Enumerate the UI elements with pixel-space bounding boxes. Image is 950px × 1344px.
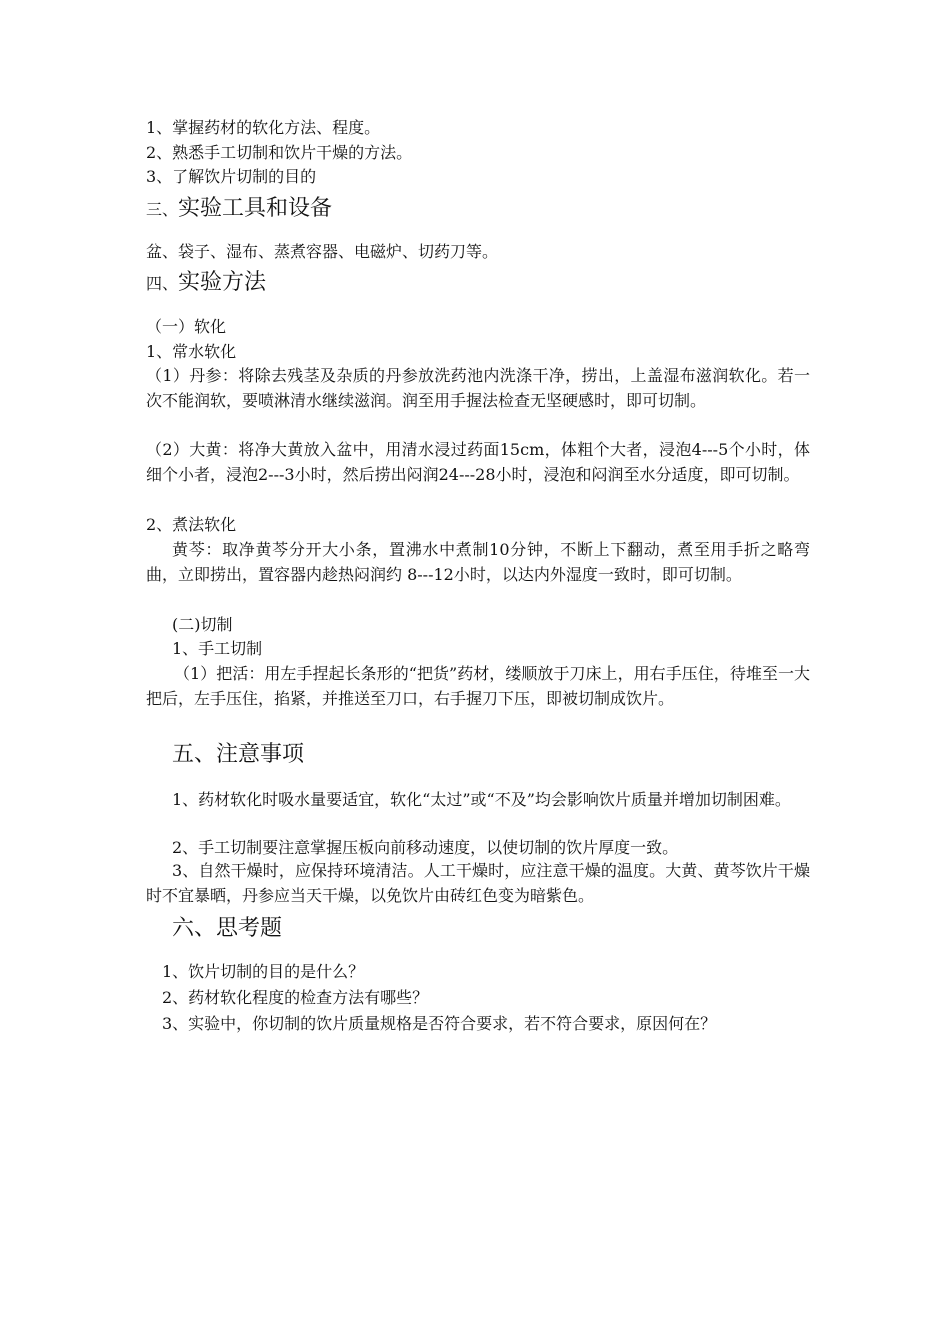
objective-2: 2、熟悉手工切制和饮片干燥的方法。 [146, 143, 413, 162]
equipment-list: 盆、袋子、湿布、蒸煮容器、电磁炉、切药刀等。 [146, 242, 499, 261]
section-3-number: 三、 [146, 200, 179, 219]
subsection-softening: （一）软化 [146, 317, 227, 336]
section-3-heading [146, 194, 332, 225]
objective-3: 3、了解饮片切制的目的 [146, 167, 317, 186]
paragraph-huangqin: 黄芩：取净黄芩分开大小条，置沸水中煮制10分钟，不断上下翻动，煮至用手折之略弯曲，立即捞出，置容器内趁热闷润约 8---12小时，以达内外湿度一致时，即可切制。 [146, 540, 810, 584]
objective-1: 1、掌握药材的软化方法、程度。 [146, 118, 381, 137]
section-3-title: 实验工具和设备 [178, 196, 333, 221]
question-2: 2、药材软化程度的检查方法有哪些？ [162, 988, 429, 1007]
section-4-heading [146, 268, 266, 299]
item-water-softening: 1、常水软化 [146, 342, 237, 361]
subsection-cutting: (二)切制 [172, 615, 233, 634]
note-3: 3、自然干燥时，应保持环境清洁。人工干燥时，应注意干燥的温度。大黄、黄芩饮片干燥时不宜暴晒，丹参应当天干燥，以免饮片由砖红色变为暗紫色。 [146, 861, 810, 905]
section-6-heading: 六、思考题 [172, 916, 283, 941]
paragraph-bahuo: （1）把活：用左手捏起长条形的“把货”药材，缕顺放于刀床上，用右手压住，待堆至一大把后，左手压住，掐紧，并推送至刀口，右手握刀下压，即被切制成饮片。 [146, 664, 810, 708]
item-manual-cutting: 1、手工切制 [172, 639, 263, 658]
note-1: 1、药材软化时吸水量要适宜，软化“太过”或“不及”均会影响饮片质量并增加切制困难。 [172, 790, 791, 809]
question-1: 1、饮片切制的目的是什么？ [162, 962, 365, 981]
paragraph-danshen: （1）丹参：将除去残茎及杂质的丹参放洗药池内洗涤干净，捞出，上盖湿布滋润软化。若一次不能润软，要喷淋清水继续滋润。润至用手握法检查无坚硬感时，即可切制。 [146, 366, 810, 410]
paragraph-dahuang: （2）大黄：将净大黄放入盆中，用清水浸过药面15cm，体粗个大者，浸泡4---5个小时，体细个小者，浸泡2---3小时，然后捞出闷润24---28小时，浸泡和闷润至水分适度，即可切制。 [146, 440, 810, 484]
section-5-heading: 五、注意事项 [172, 742, 305, 767]
section-4-number: 四、 [146, 274, 179, 293]
item-boil-softening: 2、煮法软化 [146, 515, 237, 534]
question-3: 3、实验中，你切制的饮片质量规格是否符合要求，若不符合要求，原因何在？ [162, 1014, 717, 1033]
section-4-title: 实验方法 [178, 270, 267, 295]
note-2: 2、手工切制要注意掌握压板向前移动速度，以使切制的饮片厚度一致。 [172, 838, 679, 857]
